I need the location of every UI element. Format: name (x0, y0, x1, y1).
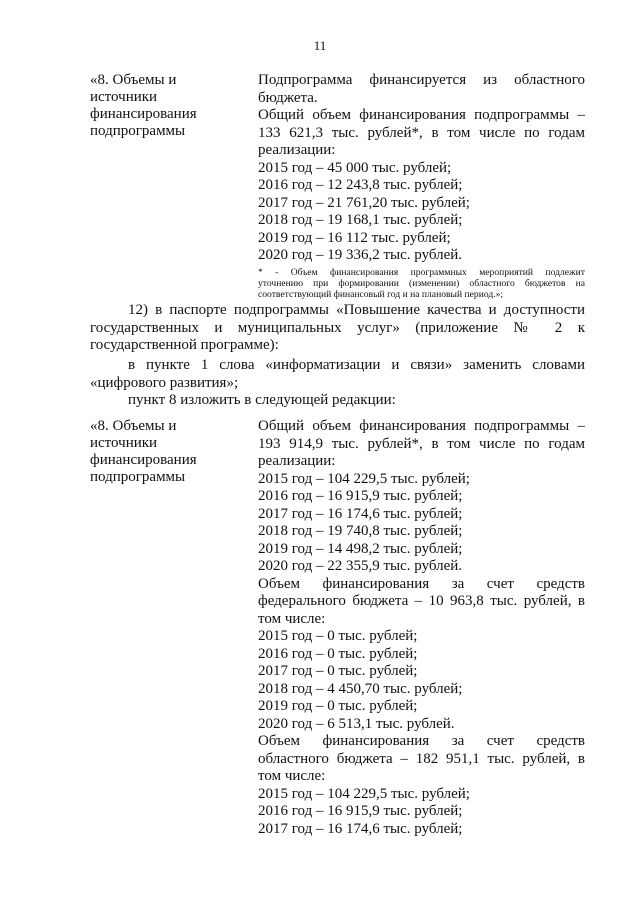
label-line: источники (90, 435, 158, 451)
paragraph-12 (90, 302, 585, 355)
content-line: Объем финансирования за счет средств (258, 575, 585, 592)
content-line: Общий объем финансирования подпрограммы – (258, 418, 585, 434)
content-line: областного бюджета – 182 951,1 тыс. рублей, в (258, 750, 585, 767)
content-line: федерального бюджета – 10 963,8 тыс. рублей, в (258, 593, 585, 609)
content-line: бюджета. (258, 89, 318, 106)
content-line: Общий объем финансирования подпрограммы – (258, 107, 585, 123)
paragraph-line: государственных и муниципальных услуг» (приложение № 2 к (90, 319, 585, 336)
item-content (258, 72, 585, 300)
paragraph-line: пункт 8 изложить в следующей редакции: (128, 392, 396, 408)
year-line: 2015 год – 104 229,5 тыс. рублей; (258, 470, 470, 487)
year-line: 2016 год – 16 915,9 тыс. рублей; (258, 803, 463, 819)
year-line: 2017 год – 0 тыс. рублей; (258, 663, 418, 679)
paragraph-line: 12) в паспорте подпрограммы «Повышение качества и доступности (128, 302, 585, 318)
year-line: 2015 год – 45 000 тыс. рублей; (258, 159, 452, 176)
year-line: 2020 год – 6 513,1 тыс. рублей. (258, 715, 455, 732)
content-line: Подпрограмма финансируется из областного (258, 72, 585, 88)
content-line: реализации: (258, 453, 336, 469)
year-line: 2016 год – 12 243,8 тыс. рублей; (258, 177, 463, 193)
content-line: реализации: (258, 142, 336, 158)
item-label (90, 418, 240, 486)
paragraph-line: государственной программе): (90, 337, 279, 353)
year-line: 2018 год – 19 740,8 тыс. рублей; (258, 523, 463, 539)
year-line: 2015 год – 104 229,5 тыс. рублей; (258, 785, 470, 802)
content-line: 133 621,3 тыс. рублей*, в том числе по годам (258, 124, 585, 141)
label-line: «8. Объемы и (90, 72, 177, 88)
content-line: том числе: (258, 610, 326, 627)
paragraph-item8 (90, 392, 585, 410)
year-line: 2020 год – 22 355,9 тыс. рублей. (258, 558, 463, 574)
paragraph-line: «цифрового развития»; (90, 374, 239, 391)
content-line: Объем финансирования за счет средств (258, 733, 585, 749)
year-line: 2019 год – 16 112 тыс. рублей; (258, 229, 451, 246)
year-line: 2020 год – 19 336,2 тыс. рублей. (258, 247, 463, 263)
year-line: 2016 год – 16 915,9 тыс. рублей; (258, 488, 463, 504)
item-label (90, 72, 240, 140)
year-line: 2019 год – 0 тыс. рублей; (258, 698, 418, 714)
year-line: 2018 год – 19 168,1 тыс. рублей; (258, 212, 463, 228)
label-line: «8. Объемы и (90, 418, 177, 434)
year-line: 2015 год – 0 тыс. рублей; (258, 628, 418, 644)
label-line: подпрограммы (90, 123, 186, 139)
year-line: 2017 год – 16 174,6 тыс. рублей; (258, 505, 463, 522)
item-content (258, 418, 585, 838)
content-line: том числе: (258, 768, 326, 784)
label-line: источники (90, 89, 158, 105)
content-line: 193 914,9 тыс. рублей*, в том числе по годам (258, 435, 585, 452)
year-line: 2018 год – 4 450,70 тыс. рублей; (258, 680, 463, 697)
year-line: 2017 год – 21 761,20 тыс. рублей; (258, 194, 470, 211)
year-line: 2019 год – 14 498,2 тыс. рублей; (258, 540, 463, 557)
year-line: 2017 год – 16 174,6 тыс. рублей; (258, 820, 463, 837)
label-line: подпрограммы (90, 469, 186, 485)
footnote-line: уточнению при формировании (изменении) областного бюджетов на (258, 277, 585, 289)
year-line: 2016 год – 0 тыс. рублей; (258, 645, 418, 662)
label-line: финансирования (90, 452, 197, 468)
page-number: 11 (313, 38, 327, 53)
footnote-line: соответствующий финансовый год и на плановый период.»; (258, 288, 504, 300)
paragraph-item1 (90, 357, 585, 392)
paragraph-line: в пункте 1 слова «информатизации и связи» заменить словами (128, 357, 585, 373)
footnote-line: * - Объем финансирования программных мероприятий подлежит (258, 266, 585, 278)
footnote (258, 267, 585, 300)
label-line: финансирования (90, 106, 197, 122)
